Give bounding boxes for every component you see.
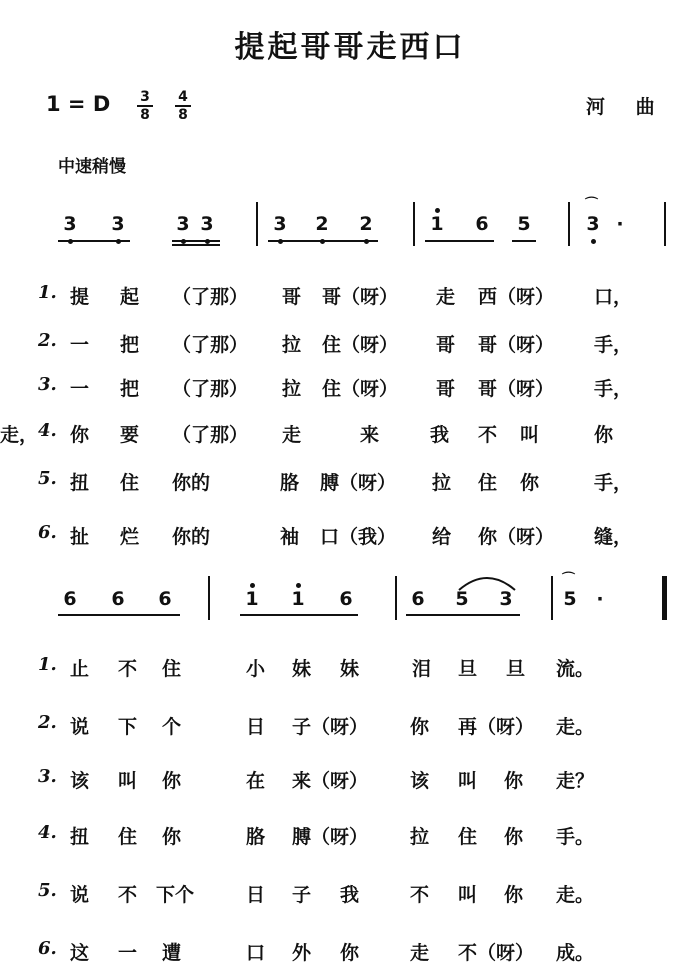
lyric-syllable: 烂 (120, 526, 140, 548)
eighth-note-beam (58, 614, 180, 616)
jianpu-note: 3 (58, 213, 82, 235)
lyric-syllable: 不 (478, 424, 498, 446)
lyric-syllable: 妹 (340, 658, 360, 680)
lyric-syllable: 哥（呀） (478, 378, 555, 400)
lyric-syllable: 哥（呀） (322, 286, 399, 308)
lyric-syllable: 走。 (556, 884, 595, 906)
lyric-syllable: （了那） (172, 424, 249, 446)
eighth-note-beam (512, 240, 536, 242)
fermata-icon: ⌒ (562, 572, 576, 587)
lyric-syllable: 起 (120, 286, 140, 308)
lyric-syllable: 你 (504, 770, 524, 792)
lyric-syllable: 你 (162, 826, 182, 848)
jianpu-note: 3 (268, 213, 292, 235)
lyric-syllable: 泪 (412, 658, 432, 680)
bar-line (664, 202, 666, 246)
jianpu-note: · (616, 213, 624, 235)
jianpu-note: 3 (499, 588, 513, 610)
lyric-syllable: 手， (594, 334, 633, 356)
lyric-syllable: 流。 (556, 658, 595, 680)
lyric-syllable: 扭 (70, 826, 90, 848)
final-bar-line (662, 576, 667, 620)
lyric-syllable: 你（呀） (478, 526, 555, 548)
lyric-syllable: 止 (70, 658, 90, 680)
jianpu-note: 3 ⌒ (581, 213, 605, 235)
jianpu-note: 1 (286, 588, 310, 610)
lyric-syllable: 拉 (410, 826, 430, 848)
verse-number: 3. (38, 766, 57, 787)
lyric-syllable: 成。 (556, 942, 595, 964)
lyric-syllable: 你 (520, 472, 540, 494)
lyric-syllable: 叫 (458, 770, 478, 792)
lyric-syllable: 住（呀） (322, 334, 399, 356)
lyric-syllable: 子 (292, 884, 312, 906)
tempo-marking: 中速稍慢 (58, 157, 126, 177)
lyric-syllable: 叫 (458, 884, 478, 906)
bar-line (568, 202, 570, 246)
lyric-syllable: 该 (410, 770, 430, 792)
lyric-syllable: 拉 (432, 472, 452, 494)
jianpu-note: 2 (310, 213, 334, 235)
lyric-syllable: 这 (70, 942, 90, 964)
octave-dot (591, 239, 596, 244)
slur-mark (455, 570, 519, 592)
lyric-syllable: 住 (458, 826, 478, 848)
song-title: 提起哥哥走西口 (234, 30, 466, 65)
lyric-syllable: 手， (594, 472, 633, 494)
lyric-syllable: 在 (246, 770, 266, 792)
lyric-syllable: 住 (120, 472, 140, 494)
eighth-note-beam (425, 240, 494, 242)
lyric-syllable: 口， (594, 286, 633, 308)
lyric-syllable: 日 (246, 884, 266, 906)
lyric-syllable: 遭 (162, 942, 182, 964)
lyric-syllable: 走 (436, 286, 456, 308)
lyric-syllable: 袖 (280, 526, 300, 548)
lyric-syllable: 叫 (520, 424, 540, 446)
lyric-syllable: 胳 (280, 472, 300, 494)
lyric-syllable: 叫 (118, 770, 138, 792)
eighth-note-beam (406, 614, 520, 616)
lyric-syllable: 走 (410, 942, 430, 964)
bar-line (208, 576, 210, 620)
lyric-syllable: 不（呀） (458, 942, 535, 964)
lyric-syllable: 住 (162, 658, 182, 680)
lyric-syllable: 你 (504, 884, 524, 906)
lyric-syllable: 拉 (282, 378, 302, 400)
jianpu-note: 6 (158, 588, 172, 610)
lyric-syllable: 说 (70, 884, 90, 906)
lyric-syllable: 走， (0, 424, 39, 446)
bar-line (395, 576, 397, 620)
lyric-syllable: 哥 (282, 286, 302, 308)
lyric-syllable: 走 (282, 424, 302, 446)
lyric-syllable: 旦 (458, 658, 478, 680)
lyric-syllable: 扯 (70, 526, 90, 548)
jianpu-note: 5 (455, 588, 469, 610)
jianpu-note: 6 (339, 588, 353, 610)
lyric-syllable: 西（呀） (478, 286, 555, 308)
octave-dot (435, 208, 440, 213)
lyric-syllable: 旦 (506, 658, 526, 680)
lyric-syllable: 走？ (556, 770, 595, 792)
lyric-syllable: 你 (410, 716, 430, 738)
lyric-syllable: 妹 (292, 658, 312, 680)
lyric-syllable: 你 (504, 826, 524, 848)
lyric-syllable: 个 (162, 716, 182, 738)
lyric-syllable: 哥 (436, 378, 456, 400)
verse-number: 6. (38, 522, 57, 543)
lyric-syllable: 口（我） (320, 526, 397, 548)
octave-dot (296, 583, 301, 588)
verse-number: 2. (38, 712, 57, 733)
lyric-syllable: 该 (70, 770, 90, 792)
jianpu-note: 3 (171, 213, 195, 235)
lyric-syllable: 胳 (246, 826, 266, 848)
octave-dot (250, 583, 255, 588)
jianpu-note: 5 (517, 213, 531, 235)
lyric-syllable: 把 (120, 378, 140, 400)
time-signature-4-8: 4 8 (175, 90, 191, 122)
lyric-syllable: 你的 (172, 526, 211, 548)
lyric-syllable: 手， (594, 378, 633, 400)
lyric-syllable: 缝， (594, 526, 633, 548)
lyric-syllable: 手。 (556, 826, 595, 848)
jianpu-note: 6 (411, 588, 425, 610)
lyric-syllable: 小 (246, 658, 266, 680)
verse-number: 3. (38, 374, 57, 395)
lyric-syllable: 说 (70, 716, 90, 738)
lyric-syllable: 下个 (156, 884, 195, 906)
lyric-syllable: 膊（呀） (292, 826, 369, 848)
lyric-syllable: 一 (70, 334, 90, 356)
eighth-note-beam (268, 240, 378, 242)
verse-number: 4. (38, 420, 57, 441)
lyric-syllable: 膊（呀） (320, 472, 397, 494)
verse-number: 4. (38, 822, 57, 843)
lyric-syllable: 不 (410, 884, 430, 906)
lyric-syllable: 你 (594, 424, 614, 446)
jianpu-note: 5 ⌒ (558, 588, 582, 610)
eighth-note-beam (172, 244, 220, 246)
key-signature: 1 = D (46, 92, 111, 116)
jianpu-note: 6 (111, 588, 125, 610)
lyric-syllable: 住 (118, 826, 138, 848)
jianpu-note: 6 (63, 588, 77, 610)
jianpu-note: 3 (195, 213, 219, 235)
lyric-syllable: 一 (118, 942, 138, 964)
lyric-syllable: 住 (478, 472, 498, 494)
bar-line (413, 202, 415, 246)
lyric-syllable: 我 (340, 884, 360, 906)
lyric-syllable: 不 (118, 884, 138, 906)
jianpu-note: 6 (475, 213, 489, 235)
lyric-syllable: 一 (70, 378, 90, 400)
lyric-syllable: 你的 (172, 472, 211, 494)
song-origin: 河 曲 (586, 96, 667, 118)
time-signature-3-8: 3 8 (137, 90, 153, 122)
jianpu-note: 1 (425, 213, 449, 235)
lyric-syllable: 日 (246, 716, 266, 738)
lyric-syllable: 住（呀） (322, 378, 399, 400)
lyric-syllable: 口 (246, 942, 266, 964)
lyric-syllable: （了那） (172, 286, 249, 308)
jianpu-note: 1 (240, 588, 264, 610)
lyric-syllable: 提 (70, 286, 90, 308)
lyric-syllable: 拉 (282, 334, 302, 356)
lyric-syllable: （了那） (172, 378, 249, 400)
lyric-syllable: 子（呀） (292, 716, 369, 738)
verse-number: 1. (38, 282, 57, 303)
bar-line (256, 202, 258, 246)
verse-number: 5. (38, 880, 57, 901)
lyric-syllable: （了那） (172, 334, 249, 356)
lyric-syllable: 来（呀） (292, 770, 369, 792)
lyric-syllable: 再（呀） (458, 716, 535, 738)
lyric-syllable: 下 (118, 716, 138, 738)
eighth-note-beam (172, 240, 220, 242)
lyric-syllable: 要 (120, 424, 140, 446)
lyric-syllable: 扭 (70, 472, 90, 494)
lyric-syllable: 我 (430, 424, 450, 446)
jianpu-note: · (596, 588, 604, 610)
verse-number: 6. (38, 938, 57, 959)
eighth-note-beam (240, 614, 358, 616)
jianpu-note: 2 (354, 213, 378, 235)
lyric-syllable: 你 (340, 942, 360, 964)
lyric-syllable: 把 (120, 334, 140, 356)
bar-line (551, 576, 553, 620)
lyric-syllable: 哥（呀） (478, 334, 555, 356)
verse-number: 5. (38, 468, 57, 489)
fermata-icon: ⌒ (585, 197, 599, 212)
lyric-syllable: 你 (162, 770, 182, 792)
lyric-syllable: 不 (118, 658, 138, 680)
lyric-syllable: 外 (292, 942, 312, 964)
lyric-syllable: 来 (360, 424, 380, 446)
lyric-syllable: 走。 (556, 716, 595, 738)
lyric-syllable: 哥 (436, 334, 456, 356)
lyric-syllable: 给 (432, 526, 452, 548)
lyric-syllable: 你 (70, 424, 90, 446)
verse-number: 1. (38, 654, 57, 675)
verse-number: 2. (38, 330, 57, 351)
jianpu-note: 3 (106, 213, 130, 235)
eighth-note-beam (58, 240, 130, 242)
